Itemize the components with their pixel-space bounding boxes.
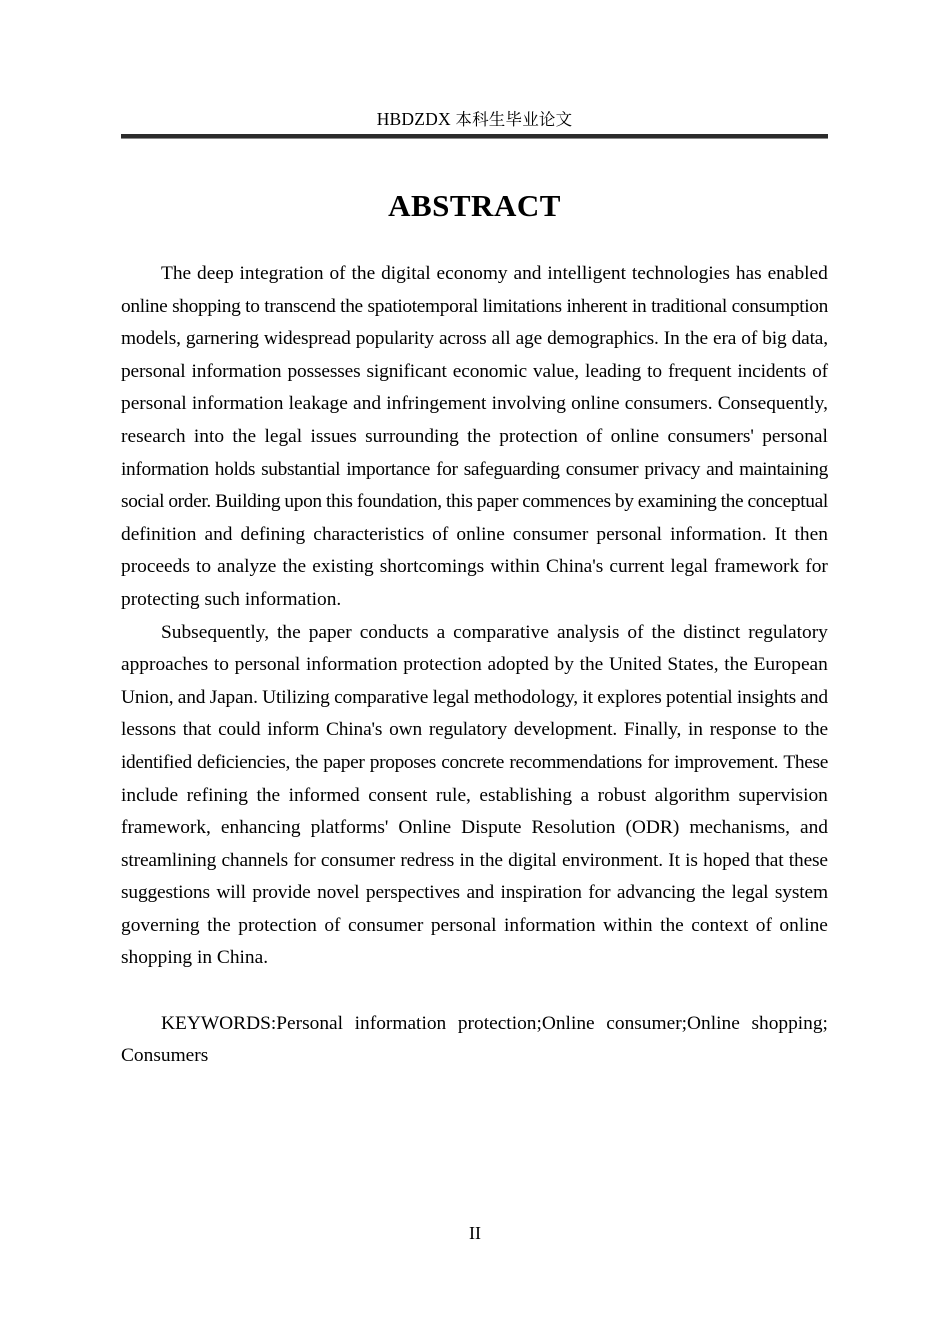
text-word: legal [731,882,769,904]
text-word: the [351,263,376,284]
text-word: limitations [482,295,562,317]
text-word: Resolution [531,817,616,839]
text-word: States, [667,654,719,676]
text-word: deep [197,263,234,284]
text-word: of [741,328,758,350]
text-word: models, [121,328,181,350]
text-word: and [353,393,382,415]
paragraph-line [121,780,828,813]
text-word: and [177,686,206,708]
abstract-paragraph-1 [121,258,828,617]
text-word: for [436,458,458,480]
text-word: substantial [261,458,341,480]
text-word: to [196,556,212,578]
text-word: information [305,654,398,676]
paragraph-line [121,877,828,910]
text-word: novel [317,882,360,904]
text-word: for [293,849,316,871]
text-word: characteristics [313,523,425,545]
text-word: protection;Online [457,1012,595,1034]
text-word: personal [121,393,187,415]
text-word: consumer [320,849,396,871]
text-word: personal [762,425,828,447]
text-word: the [207,914,231,936]
text-word: has [735,263,762,284]
text-word: is [685,849,698,871]
text-word: proposes [369,751,436,773]
text-word: maintaining [739,458,828,480]
text-word: information [191,393,284,415]
text-word: spatiotemporal [367,295,478,317]
text-word: the [256,784,281,806]
text-word: response [709,719,777,741]
text-word: leading [585,360,642,382]
text-word: online [610,425,660,447]
text-word: distinct [683,621,741,643]
text-word: the [295,751,318,773]
text-word: the [467,425,491,447]
text-word: within [490,556,540,578]
text-word: surrounding [365,425,459,447]
text-word: online [571,393,620,415]
text-word: current [609,556,665,578]
text-word: personal [121,360,186,382]
text-word: Utilizing [262,686,330,708]
text-word: frequent [667,360,732,382]
text-word: value, [533,360,579,382]
text-word: by [554,654,574,676]
paragraph-line: shopping in China. [121,947,269,969]
running-header-latin: HBDZDX [376,109,451,129]
text-word: United [608,654,662,676]
text-word: definition [121,523,197,545]
text-word: regulatory [428,719,508,741]
text-word: platforms' [310,817,389,839]
text-word: deficiencies, [197,751,290,773]
text-word: information [504,914,596,936]
text-word: consumers' [667,425,754,447]
text-word: These [783,751,828,773]
text-word: the [804,719,828,741]
text-word: in [459,849,475,871]
text-word: this [325,491,353,513]
text-word: environment. [561,849,663,871]
text-word: refining [186,784,248,806]
text-word: methodology, [473,686,579,708]
paragraph-line [121,388,828,421]
text-word: inherent [566,295,628,317]
running-header-cjk: 本科生毕业论文 [455,110,573,129]
text-word: consumer [512,523,589,545]
text-word: China's [545,556,604,578]
text-word: issues [310,425,357,447]
text-word: provide [252,882,311,904]
text-word: foundation, [356,491,442,513]
paragraph-line [121,682,828,715]
text-word: privacy [644,458,701,480]
text-word: widespread [263,328,351,350]
text-word: Building [215,491,281,513]
text-word: the [724,654,748,676]
paragraph-line [121,421,828,454]
text-word: consumption [731,295,828,317]
text-word: transcend [264,295,336,317]
text-word: algorithm [654,784,730,806]
text-word: for [647,751,669,773]
text-word: In [663,328,680,350]
paragraph-line [121,323,828,356]
text-word: informed [288,784,360,806]
text-word: inspiration [500,882,582,904]
text-word: consumer [565,458,639,480]
text-word: information [191,360,282,382]
text-word: integration [239,263,324,284]
text-word: Dispute [461,817,522,839]
text-word: robust [597,784,647,806]
text-word: adopted [487,654,549,676]
paragraph-line: protecting such information. [121,588,342,610]
text-word: the [282,556,307,578]
text-word: to [213,654,229,676]
text-word: governing [121,914,200,936]
text-word: regulatory [748,621,828,643]
text-word: Online [398,817,452,839]
paragraph-line [121,258,828,291]
text-word: streamlining [121,849,217,871]
text-word: the [701,882,725,904]
text-word: to [245,295,260,317]
paragraph-line [121,486,828,519]
text-word: legal [264,425,303,447]
text-word: Union, [121,686,174,708]
text-word: shopping [172,295,241,317]
text-word: will [216,882,246,904]
text-word: shortcomings [379,556,485,578]
footer-page-number: II [469,1223,481,1243]
text-word: existing [312,556,374,578]
text-word: enabled [767,263,828,284]
text-word: the [340,295,363,317]
text-word: legal [670,556,709,578]
text-word: it [582,686,593,708]
text-word: commences [522,491,611,513]
paragraph-line [121,910,828,943]
text-word: improvement. [674,751,779,773]
text-word: of [755,914,772,936]
text-word: economy [436,263,508,284]
text-word: of [627,621,644,643]
text-word: of [432,523,449,545]
text-word: the [684,328,708,350]
text-word: own [389,719,423,741]
text-word: of [812,360,828,382]
text-word: popularity [355,328,434,350]
text-word: supervision [738,784,828,806]
text-word: that [182,719,212,741]
text-word: holds [214,458,256,480]
text-word: personal [234,654,301,676]
text-word: data, [791,328,828,350]
text-word: information [121,458,209,480]
text-word: upon [284,491,322,513]
text-word: that [755,849,784,871]
text-word: concrete [441,751,505,773]
keywords-block [121,1008,828,1073]
paragraph-line [121,649,828,682]
text-word: and [466,882,494,904]
text-word: online [779,914,828,936]
paragraph-line [121,845,828,878]
text-word: legal [432,686,470,708]
text-word: digital [508,849,557,871]
text-word: the [579,654,604,676]
text-word: order. [168,491,211,513]
page-title: ABSTRACT [388,188,561,223]
text-word: these [788,849,828,871]
text-word: perspectives [365,882,460,904]
text-word: examining [637,491,717,513]
text-word: insights [736,686,797,708]
text-word: infringement [386,393,487,415]
text-word: approaches [121,654,209,676]
text-word: of [586,425,603,447]
text-word: Consequently, [717,393,828,415]
text-word: this [445,491,473,513]
text-word: online [456,523,505,545]
paragraph-line [121,812,828,845]
paragraph-line [121,356,828,389]
keywords-line: Consumers [121,1045,209,1067]
text-word: advancing [616,882,696,904]
text-word: consumer [347,914,424,936]
text-word: of [324,914,341,936]
paragraph-line [121,519,828,552]
text-word: paper [476,491,519,513]
text-word: era [713,328,737,350]
text-word: mechanisms, [689,817,791,839]
text-word: a [580,784,590,806]
abstract-paragraph-2 [121,617,828,976]
text-word: age [515,328,543,350]
text-word: and [513,263,542,284]
paragraph-line [121,454,828,487]
paragraph-line [121,291,828,324]
text-word: the [232,425,257,447]
text-word: European [753,654,828,676]
text-word: analysis [556,621,620,643]
text-word: comparative [453,621,549,643]
text-word: It [668,849,680,871]
text-word: KEYWORDS:Personal [161,1012,344,1034]
paragraph-line [121,714,828,747]
text-word: for [805,556,828,578]
running-header [121,108,828,139]
text-word: conducts [359,621,429,643]
text-word: Japan. [209,686,258,708]
text-word: and [800,817,828,839]
text-word: paper [308,621,352,643]
text-word: development. [513,719,618,741]
text-word: research [121,425,186,447]
text-word: framework, [121,817,211,839]
text-word: all [491,328,511,350]
text-word: the [660,914,684,936]
text-word: across [438,328,487,350]
text-word: paper [323,751,365,773]
text-word: and [204,523,233,545]
text-word: in [631,295,647,317]
text-word: proceeds [121,556,190,578]
text-word: China's [325,719,383,741]
text-word: protection [403,654,482,676]
text-word: online [121,295,168,317]
text-word: defining [240,523,306,545]
text-word: conceptual [747,491,828,513]
text-word: establishing [479,784,573,806]
text-word: inform [267,719,320,741]
text-word: of [329,263,346,284]
text-word: demographics. [547,328,659,350]
text-word: the [651,621,676,643]
text-word: into [193,425,225,447]
text-word: information. [670,523,767,545]
text-word: consumer;Online [606,1012,740,1034]
text-word: consumers. [624,393,713,415]
text-word: framework [714,556,800,578]
text-word: protection [238,914,317,936]
keywords-spacer [121,975,828,1008]
text-word: social [121,491,165,513]
running-header-text [121,108,828,131]
paragraph-line [121,617,828,650]
text-word: leakage [288,393,348,415]
text-word: redress [400,849,455,871]
text-word: and [800,686,828,708]
text-word: traditional [651,295,727,317]
text-word: potential [666,686,733,708]
text-word: channels [221,849,289,871]
text-word: involving [491,393,566,415]
text-word: significant [366,360,447,382]
text-word: suggestions [121,882,210,904]
text-word: recommendations [509,751,642,773]
paragraph-line [121,551,828,584]
text-word: identified [121,751,192,773]
text-word: The [161,263,192,284]
text-word: intelligent [547,263,627,284]
text-word: economic [452,360,527,382]
text-word: (ODR) [625,817,680,839]
text-word: personal [430,914,497,936]
text-word: the [277,621,301,643]
text-word: for [588,882,611,904]
text-word: context [691,914,749,936]
text-word: personal [596,523,663,545]
text-word: technologies [631,263,730,284]
text-word: in [688,719,703,741]
text-word: system [774,882,828,904]
text-word: protection [499,425,578,447]
abstract-body [121,258,828,1073]
text-word: include [121,784,179,806]
text-word: enhancing [220,817,301,839]
keywords-line [121,1008,828,1041]
text-word: safeguarding [463,458,560,480]
text-word: to [783,719,798,741]
text-word: analyze [217,556,277,578]
text-word: then [794,523,828,545]
text-word: incidents [737,360,807,382]
text-word: explores [597,686,662,708]
text-word: and [706,458,734,480]
text-word: a [436,621,446,643]
text-word: the [479,849,503,871]
text-word: Subsequently, [161,621,270,643]
text-word: the [720,491,744,513]
text-word: importance [346,458,430,480]
header-divider-rule [121,134,828,139]
text-word: digital [381,263,431,284]
text-word: information [354,1012,447,1034]
text-word: by [614,491,634,513]
text-word: garnering [185,328,259,350]
paragraph-line [121,747,828,780]
text-word: comparative [334,686,429,708]
text-word: hoped [703,849,750,871]
text-word: Finally, [623,719,682,741]
text-word: possesses [287,360,361,382]
text-word: to [647,360,662,382]
text-word: consent [368,784,428,806]
text-word: big [762,328,787,350]
text-word: lessons [121,719,176,741]
text-word: rule, [435,784,471,806]
text-word: within [603,914,653,936]
text-word: It [774,523,787,545]
text-word: shopping; [751,1012,828,1034]
text-word: could [218,719,261,741]
